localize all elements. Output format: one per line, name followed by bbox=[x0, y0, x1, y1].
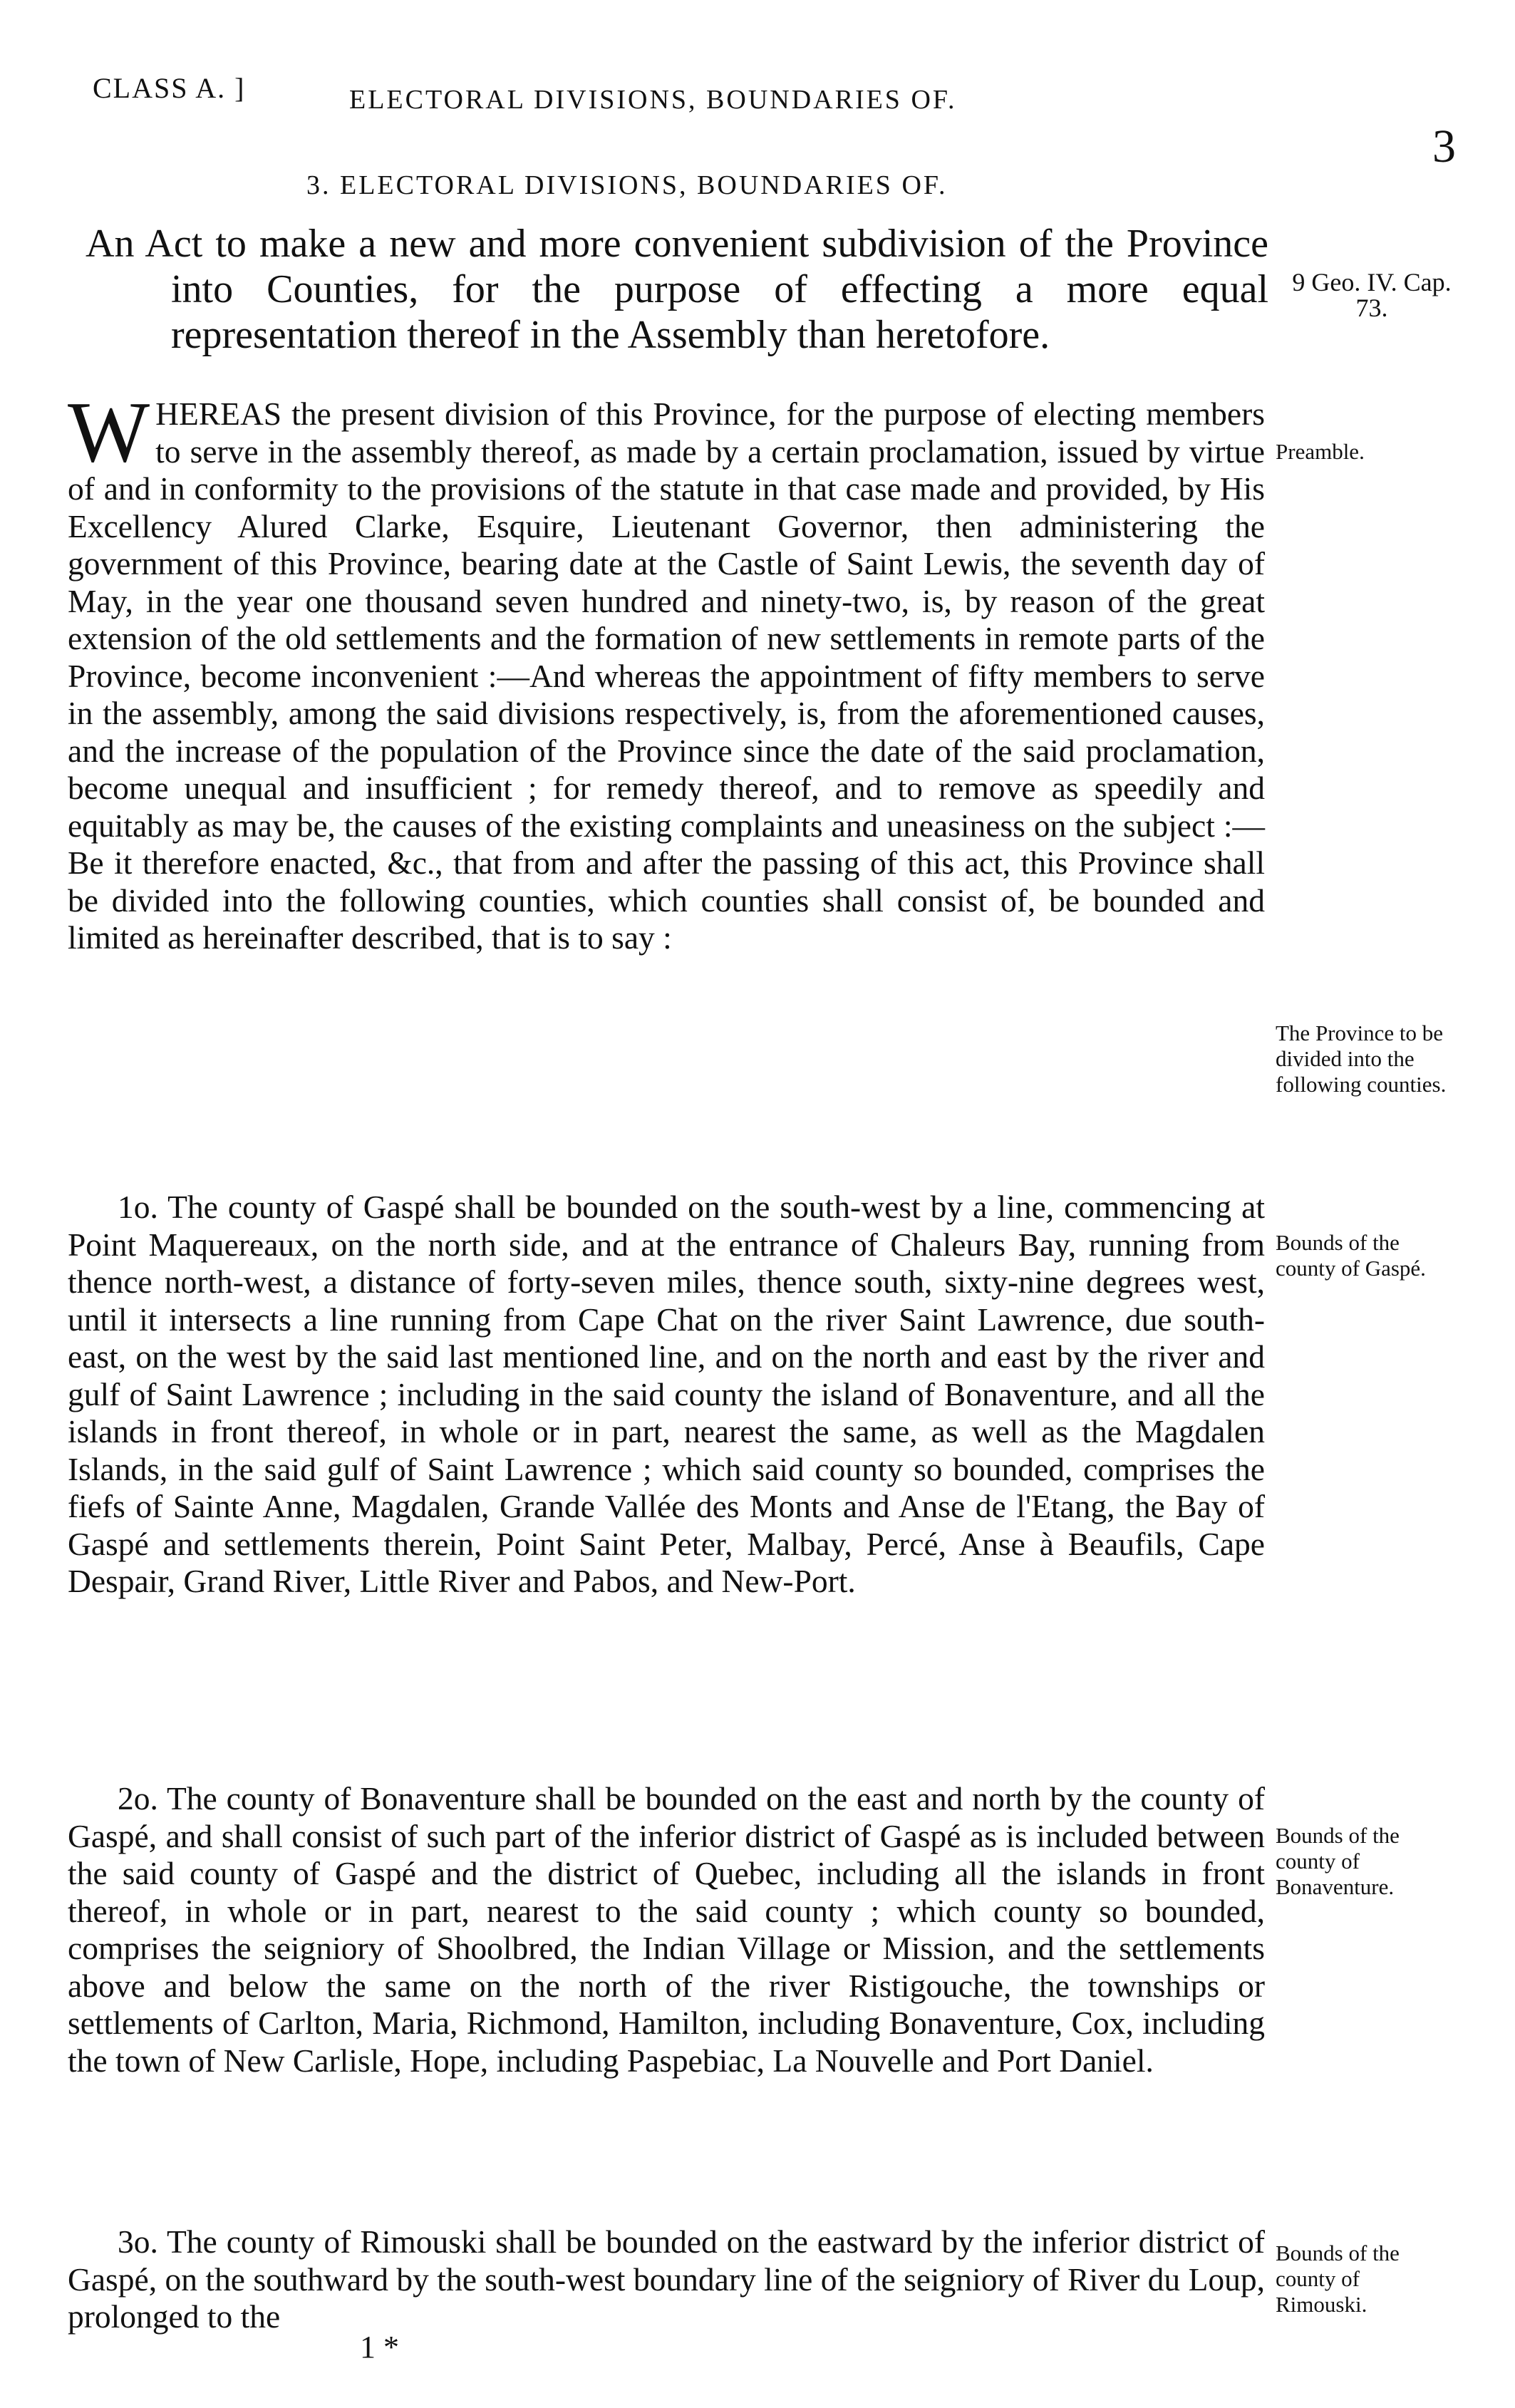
running-title: ELECTORAL DIVISIONS, BOUNDARIES OF. bbox=[349, 85, 957, 115]
margin-note-rimouski: Bounds of the county of Rimouski. bbox=[1276, 2241, 1400, 2317]
clause-2-text: 2o. The county of Bonaventure shall be bounded on the east and north by the county of Gaspé, and shall consist of such part of the inferior district of Gaspé as is included between the said county of Gaspé and the district of Quebec, including all the islands in front thereof, in whole or in part, nearest to the said county ; which county so bounded, comprises the seigniory of Shoolbred, the Indian Village or Mission, and the settlements above and below the same on the north of the river Ristigouche, the townships or settlements of Carlton, Maria, Richmond, Hamilton, including Bonaventure, Cox, including the town of New Carlisle, Hope, including Paspebiac, La Nouvelle and Port Daniel. bbox=[68, 1780, 1265, 2079]
margin-note-bonaventure: Bounds of the county of Bonaventure. bbox=[1276, 1823, 1400, 1899]
clause-1 bbox=[68, 1189, 1265, 1601]
drop-cap: W bbox=[68, 384, 150, 480]
clause-2 bbox=[68, 1780, 1265, 2079]
class-label: CLASS A. ] bbox=[93, 72, 246, 104]
margin-note-citation: 9 Geo. IV. Cap. 73. bbox=[1292, 268, 1452, 322]
clause-3 bbox=[68, 2223, 1265, 2336]
margin-note-province-divided: The Province to be divided into the following counties. bbox=[1276, 1020, 1447, 1097]
act-title bbox=[86, 221, 1268, 358]
signature-mark: 1 * bbox=[360, 2330, 399, 2365]
page-number: 3 bbox=[1432, 120, 1456, 172]
margin-note-gaspe: Bounds of the county of Gaspé. bbox=[1276, 1230, 1426, 1281]
act-title-text: An Act to make a new and more convenient subdivision of the Province into Counties, for the purpose of effecting a more equal representation thereof in the Assembly than heretofore. bbox=[86, 222, 1268, 357]
clause-1-text: 1o. The county of Gaspé shall be bounded on the south-west by a line, commencing at Point Maquereaux, on the north side, and at the entrance of Chaleurs Bay, running from thence north-west, a distance of forty-seven miles, thence south, sixty-nine degrees west, until it intersects a line running from Cape Chat on the river Saint Lawrence, due south-east, on the west by the said last mentioned line, and on the north and east by the river and gulf of Saint Lawrence ; including in the said county the island of Bonaventure, and all the islands in front thereof, in whole or in part, nearest the same, as well as the Magdalen Islands, in the said gulf of Saint Lawrence ; which said county so bounded, comprises the fiefs of Sainte Anne, Magdalen, Grande Vallée des Monts and Anse de l'Etang, the Bay of Gaspé and settlements therein, Point Saint Peter, Malbay, Percé, Anse à Beaufils, Cape Despair, Grand River, Little River and Pabos, and New-Port. bbox=[68, 1189, 1265, 1599]
preamble-paragraph bbox=[68, 384, 1265, 957]
clause-3-text: 3o. The county of Rimouski shall be bounded on the eastward by the inferior district of Gaspé, on the southward by the south-west boundary line of the seigniory of River du Loup, prolonged to the bbox=[68, 2223, 1265, 2335]
section-title: 3. ELECTORAL DIVISIONS, BOUNDARIES OF. bbox=[306, 170, 948, 200]
preamble-text: HEREAS the present division of this Province, for the purpose of electing members to serve in the assembly thereof, as made by a certain proclamation, issued by virtue of and in conformity to the provisions of the statute in that case made and provided, by His Excellency Alured Clarke, Esquire, Lieutenant Governor, then administering the government of this Province, bearing date at the Castle of Saint Lewis, the seventh day of May, in the year one thousand seven hundred and ninety-two, is, by reason of the great extension of the old settlements and the formation of new settlements in remote parts of the Province, become inconvenient :—And whereas the appointment of fifty members to serve in the assembly, among the said divisions respectively, is, from the aforementioned causes, and the increase of the population of the Province since the date of the said proclamation, become unequal and insufficient ; for remedy thereof, and to remove as speedily and equitably as may be, the causes of the existing complaints and uneasiness on the subject :—Be it therefore enacted, &c., that from and after the passing of this act, this Province shall be divided into the following counties, which counties shall consist of, be bounded and limited as hereinafter described, that is to say : bbox=[68, 396, 1265, 956]
margin-note-preamble: Preamble. bbox=[1276, 439, 1365, 464]
